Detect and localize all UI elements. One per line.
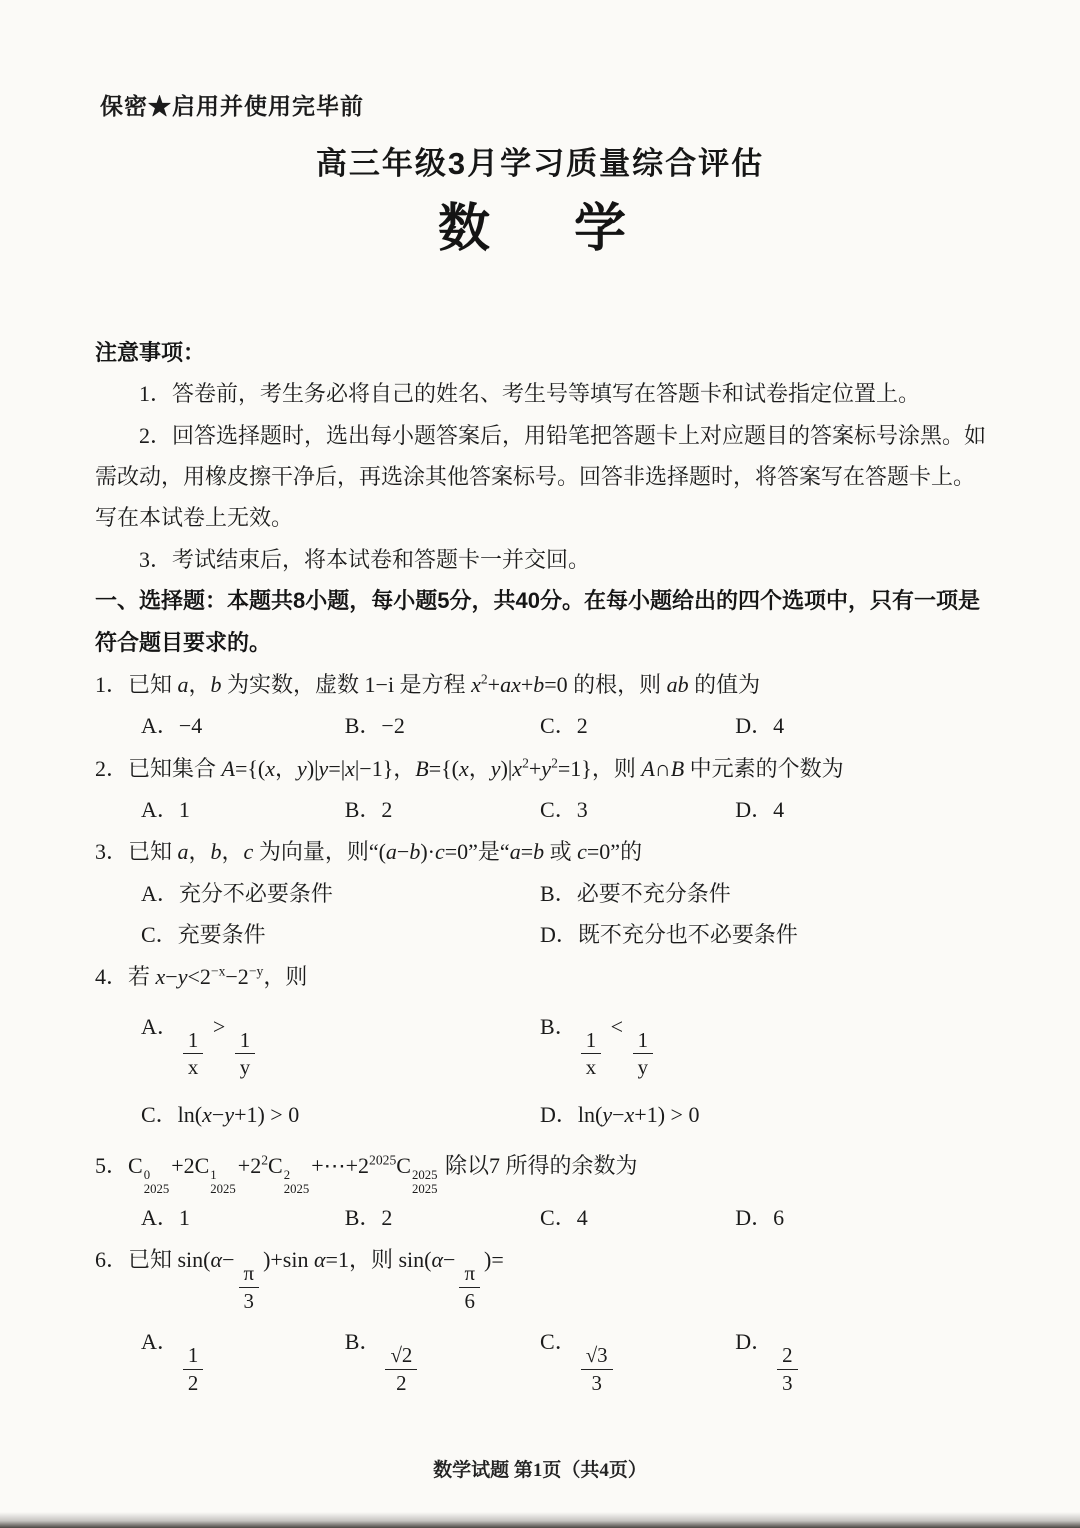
- question-5-option-b: B．2: [344, 1204, 393, 1230]
- scan-edge: [0, 1512, 1080, 1528]
- question-1-option-c: C．2: [540, 713, 588, 739]
- exam-body: [95, 332, 990, 1406]
- question-3-stem: 3．已知 a，b，c 为向量，则“(a−b)·c=0”是“a=b 或 c=0”的: [95, 839, 643, 865]
- question-5-stem: 5．C 0 2025 +2C 1 2025 $+2^2C$ 2 2025 $+\cdots+2^{2025}C$ 2025 2025 除以7 所得的余数为: [95, 1153, 638, 1197]
- question-4-option-a: A． $\frac{1}{x}$ > $\frac{1}{y}$: [141, 1006, 540, 1080]
- question-2: [95, 748, 990, 831]
- question-2-options: [95, 789, 990, 830]
- question-1-options: [95, 705, 990, 746]
- note-item-1: 1．答卷前，考生务必将自己的姓名、考生号等填写在答题卡和试卷指定位置上。: [139, 381, 921, 407]
- question-6-option-d: D． $\frac{2}{3}$: [735, 1321, 990, 1395]
- exam-title: 高三年级3月学习质量综合评估: [315, 146, 765, 181]
- question-3-option-c: C．充要条件: [141, 922, 266, 948]
- question-1-stem: 1．已知 a，b 为实数，虚数 1−i 是方程 $x^2+ax+b=0$ 的根，则 ab 的值为: [95, 671, 761, 697]
- question-5-option-d: D．6: [735, 1204, 785, 1230]
- question-4-stem: 4．若 $x-y<2^{-x}-2^{-y}$，则: [95, 964, 308, 990]
- question-6-options: [95, 1321, 990, 1395]
- note-item-2: 2．回答选择题时，选出每小题答案后，用铅笔把答题卡上对应题目的答案标号涂黑。如需改动，用橡皮擦干净后，再选涂其他答案标号。回答非选择题时，将答案写在答题卡上。写在本试卷上无效。: [95, 422, 987, 531]
- question-4: [95, 956, 990, 1135]
- page-footer: 数学试题 第1页（共4页）: [433, 1460, 647, 1481]
- question-5: [95, 1145, 990, 1238]
- question-1-option-b: B．−2: [344, 713, 405, 739]
- question-6-option-c: C． $\frac{√3}{3}$: [540, 1321, 735, 1395]
- question-6: [95, 1239, 990, 1396]
- question-3-option-d: D．既不充分也不必要条件: [540, 922, 798, 948]
- subject-title: 数 学: [437, 200, 642, 258]
- question-3-option-b: B．必要不充分条件: [540, 880, 731, 906]
- question-6-option-a: A． $\frac{1}{2}$: [141, 1321, 345, 1395]
- question-5-option-c: C．4: [540, 1204, 588, 1230]
- question-4-option-d: D．ln(y−x+1) > 0: [540, 1102, 700, 1128]
- question-5-options: [95, 1197, 990, 1238]
- question-2-stem: 2．已知集合 A={(x，y)|y=|x|−1}，B={(x，$y)|x^2+y^2=1$}，则 A∩B 中元素的个数为: [95, 755, 844, 781]
- question-3-options: [95, 873, 990, 956]
- question-2-option-a: A．1: [141, 796, 190, 822]
- question-2-option-c: C．3: [540, 796, 588, 822]
- question-6-option-b: B． $\frac{√2}{2}$: [345, 1321, 540, 1395]
- question-1-option-a: A．−4: [141, 713, 203, 739]
- question-3-option-a: A．充分不必要条件: [141, 880, 333, 906]
- question-4-option-c: C．ln(x−y+1) > 0: [141, 1102, 300, 1128]
- question-3: [95, 831, 990, 955]
- question-1: [95, 664, 990, 747]
- question-4-option-b: B． $\frac{1}{x}$ < $\frac{1}{y}$: [540, 1006, 990, 1080]
- question-1-option-d: D．4: [735, 713, 785, 739]
- question-2-option-b: B．2: [344, 796, 393, 822]
- notes-heading: 注意事项：: [95, 340, 206, 365]
- question-2-option-d: D．4: [735, 796, 785, 822]
- question-4-options: [95, 1006, 990, 1136]
- question-5-option-a: A．1: [141, 1204, 190, 1230]
- question-6-stem: 6．已知 sin(α− $\frac{\pi}{3}$ )+sin α=1，则 sin(α− $\frac{\pi}{6}$ )=: [95, 1247, 504, 1313]
- note-item-3: 3．考试结束后，将本试卷和答题卡一并交回。: [139, 546, 591, 572]
- section-heading: 一、选择题：本题共8小题，每小题5分，共40分。在每小题给出的四个选项中，只有一项是符合题目要求的。: [95, 588, 980, 655]
- security-notice: 保密★启用并使用完毕前: [100, 93, 364, 119]
